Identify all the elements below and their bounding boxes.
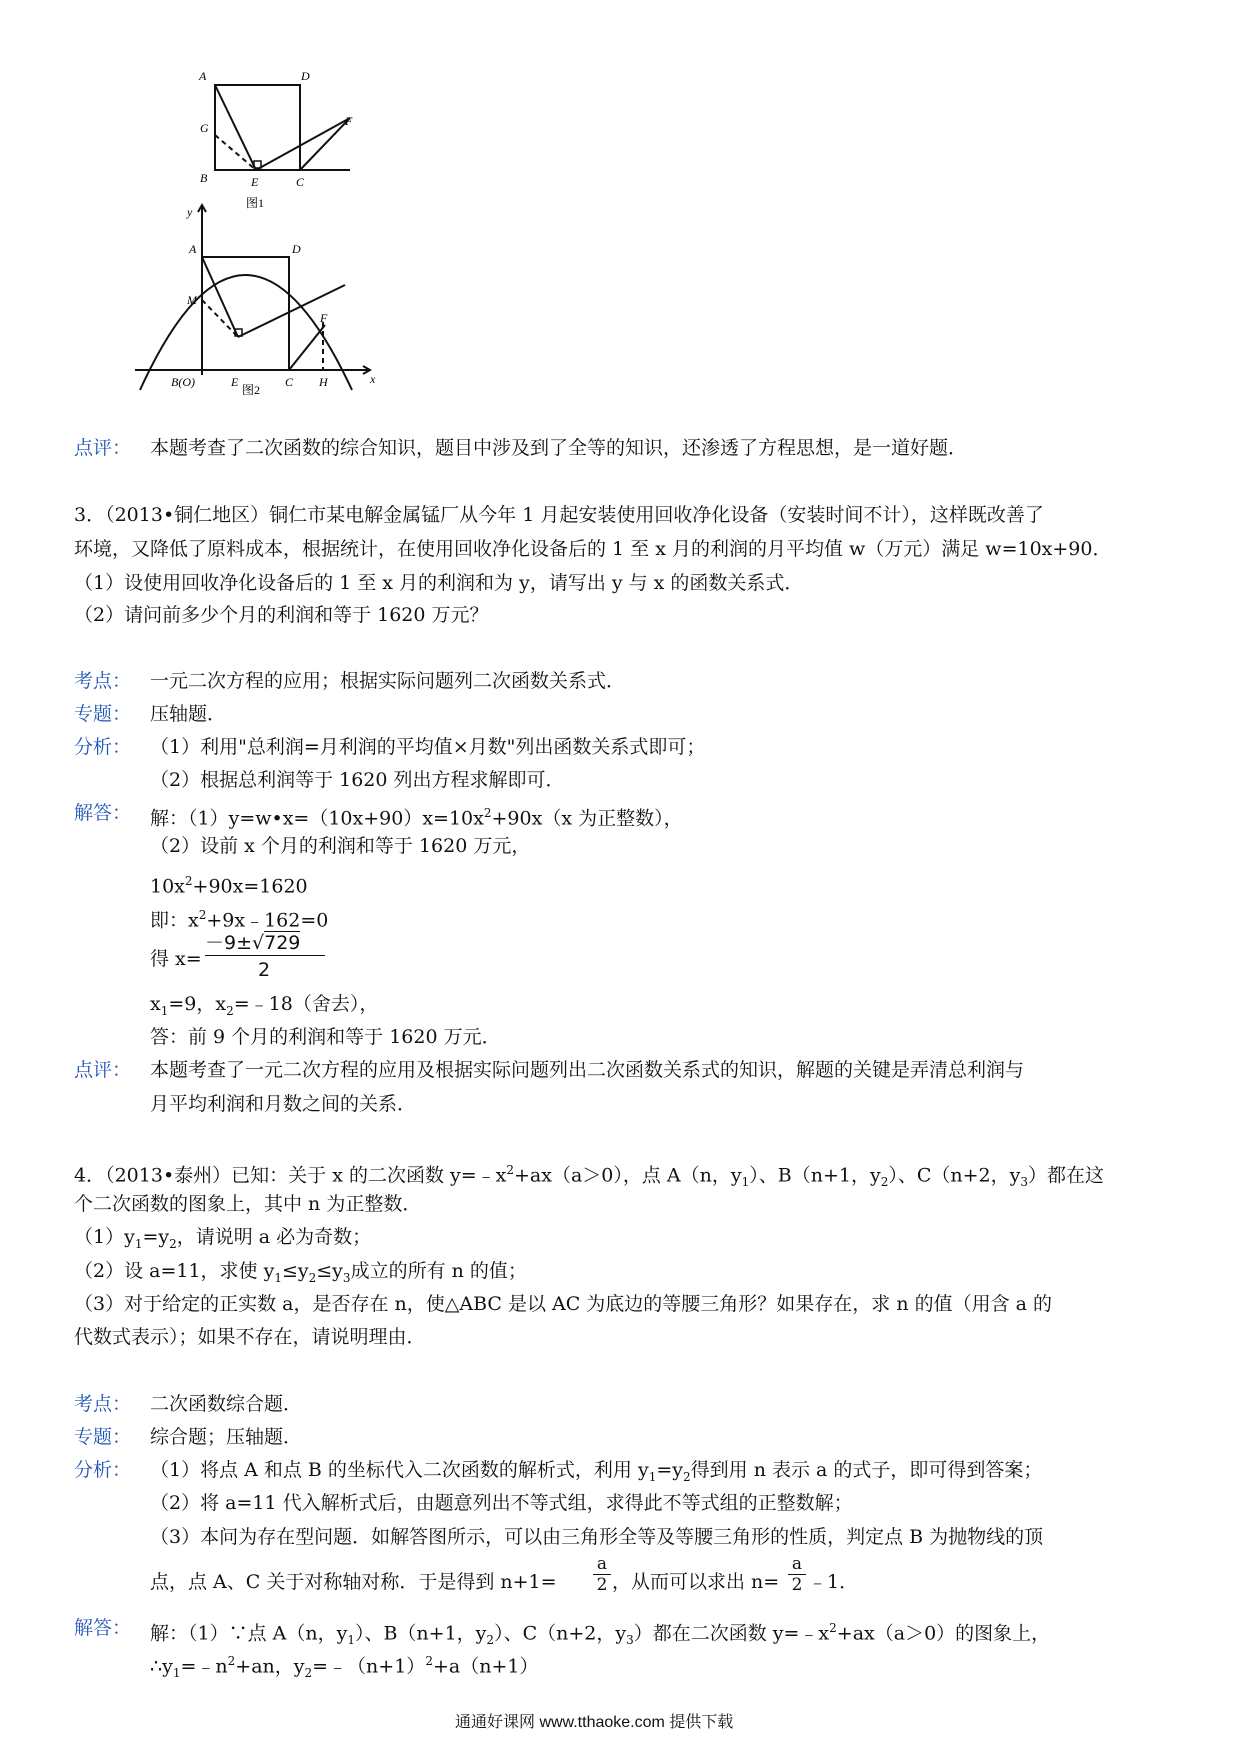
fig2-label-y: y [187, 205, 193, 219]
q4-frac-1-num: a [593, 1554, 611, 1575]
fig1-label-g: G [200, 121, 209, 135]
fig1-label-f: F [345, 114, 353, 128]
q4-fenxi-4: 点，点 A、C 关于对称轴对称．于是得到 n+1= [150, 1571, 557, 1593]
q4-kaodian: 二次函数综合题． [150, 1393, 303, 1415]
q3-fenxi-1: （1）利用"总利润=月利润的平均值×月数"列出函数关系式即可； [150, 736, 706, 758]
q3-solution-1: 解：$(1)y=w•x=(10x+90)x=10x^2+90x(x$ 为正整数）， [150, 806, 683, 830]
fig2-label-h: H [319, 375, 328, 389]
q4-fenxi-3: （3）本问为存在型问题．如解答图所示，可以由三角形全等及等腰三角形的性质，判定点 B 为抛物线的顶 [150, 1526, 1044, 1548]
fig2-label-e: E [231, 375, 239, 389]
q3-zhuanti-label: 专题： [74, 703, 132, 725]
q3-dianping-2: 月平均利润和月数之间的关系． [150, 1093, 417, 1115]
q4-fenxi-1: （1）将点 A 和点 B 的坐标代入二次函数的解析式，利用 $y_1=y_2$得到用 n 表示 a 的式子，即可得到答案； [150, 1459, 1043, 1484]
q3-kaodian: 一元二次方程的应用；根据实际问题列二次函数关系式． [150, 670, 626, 692]
q2-comment-text: 本题考查了二次函数的综合知识，题目中涉及到了全等的知识，还渗透了方程思想，是一道好题． [150, 437, 968, 459]
fig1-label-e: E [251, 175, 259, 189]
fig1-label-b: B [200, 171, 208, 185]
q3-jieda-label: 解答： [74, 802, 132, 824]
q3-solution-5-denominator: 2 [258, 959, 271, 981]
q3-stem-1: 3．（2013•铜仁地区）铜仁市某电解金属锰厂从今年 1 月起安装使用回收净化设备（安装时间不计），这样既改善了 [74, 504, 1044, 526]
q3-solution-3: $10x^2+90x=1620$ [150, 874, 308, 898]
q4-kaodian-label: 考点： [74, 1393, 132, 1415]
q4-fenxi-4b: ，从而可以求出 n= [612, 1571, 780, 1593]
fig2-label-d: D [292, 242, 301, 256]
q3-solution-5-numerator: －9±√729 [205, 932, 301, 954]
q3-solution-5-prefix: 得 x= [150, 948, 202, 970]
q4-solution-2: $\therefore y_1=﹣n^2+an$，$y_2=﹣(n+1)^2+a(n+1)$ [150, 1654, 539, 1681]
q4-solution-1: 解：（1）∵点 A（n，$y_1$）、B（n+1，$y_2$）、C（n+2，$y_3$）都在二次函数 $y=﹣x^2+ax(a>0)$的图象上， [150, 1621, 1051, 1648]
figure-1 [190, 60, 390, 215]
fig1-label-a: A [199, 69, 207, 83]
q3-fenxi-label: 分析： [74, 736, 132, 758]
q3-stem-2: 环境，又降低了原料成本，根据统计，在使用回收净化设备后的 1 至 x 月的利润的月平均值 w（万元）满足 w=10x+90． [74, 538, 1112, 560]
q4-part-2: （2）设 a=11，求使 $y_1\le y_2\le y_3$成立的所有 n 的值； [74, 1260, 527, 1285]
q3-solution-6: $x_1=9$，$x_2=﹣18$（舍去）， [150, 993, 379, 1018]
q4-fenxi-label: 分析： [74, 1459, 132, 1481]
q3-solution-5-fraction-bar [205, 955, 325, 956]
q4-part-3b: 代数式表示）；如果不存在，请说明理由． [74, 1326, 426, 1348]
fig1-label-d: D [301, 69, 310, 83]
sqrt-icon: √ [252, 932, 265, 954]
fig2-caption: 图2 [242, 383, 261, 395]
q4-stem-2: 个二次函数的图象上，其中 n 为正整数． [74, 1193, 422, 1215]
q3-solution-7: 答：前 9 个月的利润和等于 1620 万元． [150, 1026, 501, 1048]
q4-frac-2-den: 2 [791, 1575, 803, 1595]
q4-zhuanti-label: 专题： [74, 1426, 132, 1448]
fig2-label-x: x [370, 372, 376, 386]
q3-solution-2: （2）设前 x 个月的利润和等于 1620 万元， [150, 835, 531, 857]
fig2-label-m: M [187, 293, 197, 307]
q4-stem-1: 4．（2013•泰州）已知：关于 x 的二次函数 $y=﹣x^2+ax(a>0)$，点 A（n，$y_1$）、B（n+1，$y_2$）、C（n+2，$y_3$）都在这 [74, 1163, 1105, 1190]
fig2-label-bo: B(O) [171, 375, 195, 389]
q3-part-1: （1）设使用回收净化设备后的 1 至 x 月的利润和为 y，请写出 y 与 x 的函数关系式． [74, 572, 804, 594]
q4-frac-2-num: a [788, 1554, 806, 1575]
q3-kaodian-label: 考点： [74, 670, 132, 692]
q4-frac-1 [593, 1554, 611, 1595]
q3-fenxi-2: （2）根据总利润等于 1620 列出方程求解即可． [150, 769, 565, 791]
page-footer: 通通好课网 www.tthaoke.com 提供下载 [455, 1714, 734, 1731]
q3-zhuanti: 压轴题． [150, 703, 227, 725]
q2-comment-label: 点评： [74, 437, 132, 459]
q4-fenxi-2: （2）将 a=11 代入解析式后，由题意列出不等式组，求得此不等式组的正整数解； [150, 1492, 853, 1514]
q3-solution-4: 即：$x^2+9x﹣162=0$ [150, 908, 329, 932]
fig1-label-c: C [296, 175, 305, 189]
q4-fenxi-4c: ﹣1． [808, 1571, 859, 1593]
q4-zhuanti: 综合题；压轴题． [150, 1426, 303, 1448]
fig1-caption: 图1 [246, 196, 265, 210]
fig2-label-a: A [189, 242, 197, 256]
q3-dianping-label: 点评： [74, 1059, 132, 1081]
fig2-label-c: C [285, 375, 294, 389]
q4-frac-2 [788, 1554, 806, 1595]
q3-part-2: （2）请问前多少个月的利润和等于 1620 万元？ [74, 604, 489, 626]
q4-part-3: （3）对于给定的正实数 a，是否存在 n，使△ABC 是以 AC 为底边的等腰三角形？如果存在，求 n 的值（用含 a 的 [74, 1293, 1053, 1315]
q3-dianping-1: 本题考查了一元二次方程的应用及根据实际问题列出二次函数关系式的知识，解题的关键是弄清总利润与 [150, 1059, 1025, 1081]
q4-part-1: $(1)y_1=y_2$，请说明 a 必为奇数； [74, 1226, 372, 1251]
q4-frac-1-den: 2 [596, 1575, 608, 1595]
q4-jieda-label: 解答： [74, 1617, 132, 1639]
figure-2 [130, 200, 390, 395]
fig2-label-f: F [320, 311, 328, 325]
